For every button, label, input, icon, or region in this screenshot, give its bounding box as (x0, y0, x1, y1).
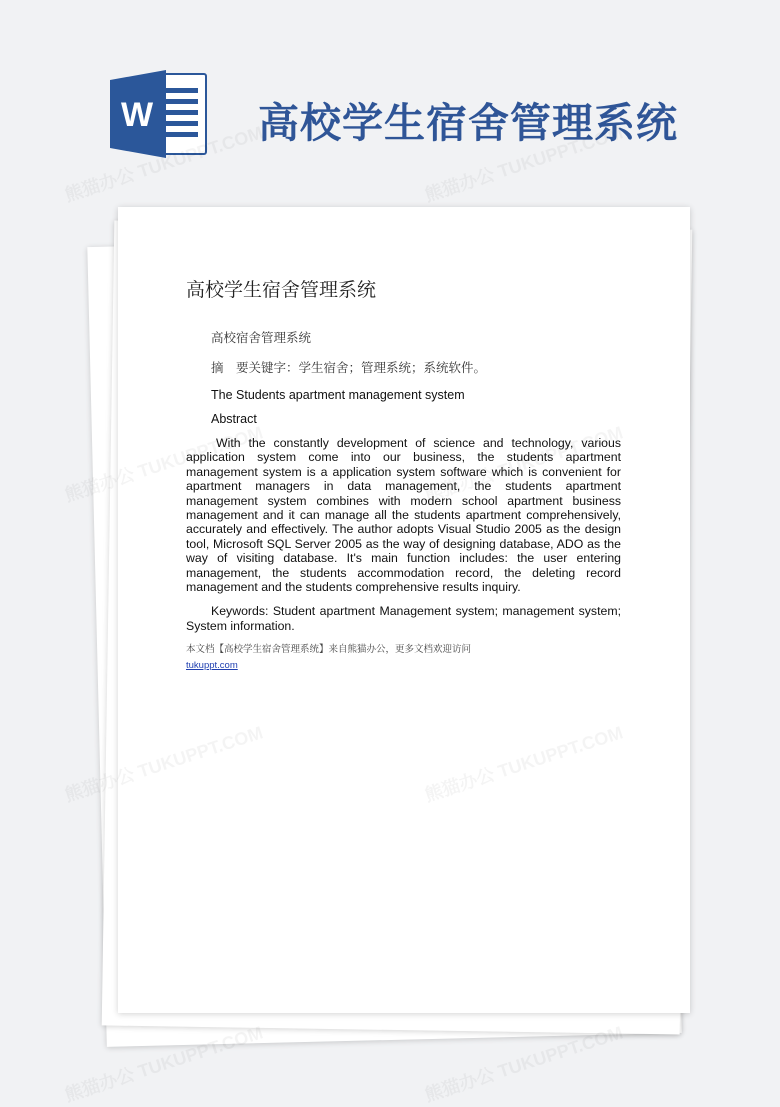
svg-text:W: W (120, 96, 154, 134)
abstract-body: With the constantly development of science and technology, various application system come into our business, the students apartment management system is a application system software which is convenient for apartment managers in data management, the students apartment management system combines with modern school apartment business management and it can manage all the students apartment comprehensively, accurately and effectively. The author adopts Visual Studio 2005 as the design tool, Microsoft SQL Server 2005 as the way of designing database, ADO as the way of visiting database. It's main function includes: the user entering management, the students accommodation record, the deleting record management and the students comprehensive results inquiry. (186, 436, 621, 595)
abstract-heading: Abstract (211, 412, 257, 426)
keywords-cn: 摘 要关键字：学生宿舍；管理系统；系统软件。 (211, 360, 487, 375)
footer-link[interactable]: tukuppt.com (186, 660, 238, 672)
document-content (186, 275, 621, 673)
document-page (118, 207, 690, 1013)
footer-note: 本文档【高校学生宿舍管理系统】来自熊猫办公，更多文档欢迎访问 (186, 644, 472, 656)
document-title: 高校学生宿舍管理系统 (186, 279, 377, 301)
document-title-en: The Students apartment management system (211, 388, 465, 402)
banner-title: 高校学生宿舍管理系统 (258, 99, 678, 147)
document-subtitle-cn: 高校宿舍管理系统 (211, 330, 312, 345)
word-document-icon (110, 68, 208, 160)
keywords-en: Keywords: Student apartment Management system; management system; System information. (186, 604, 621, 633)
